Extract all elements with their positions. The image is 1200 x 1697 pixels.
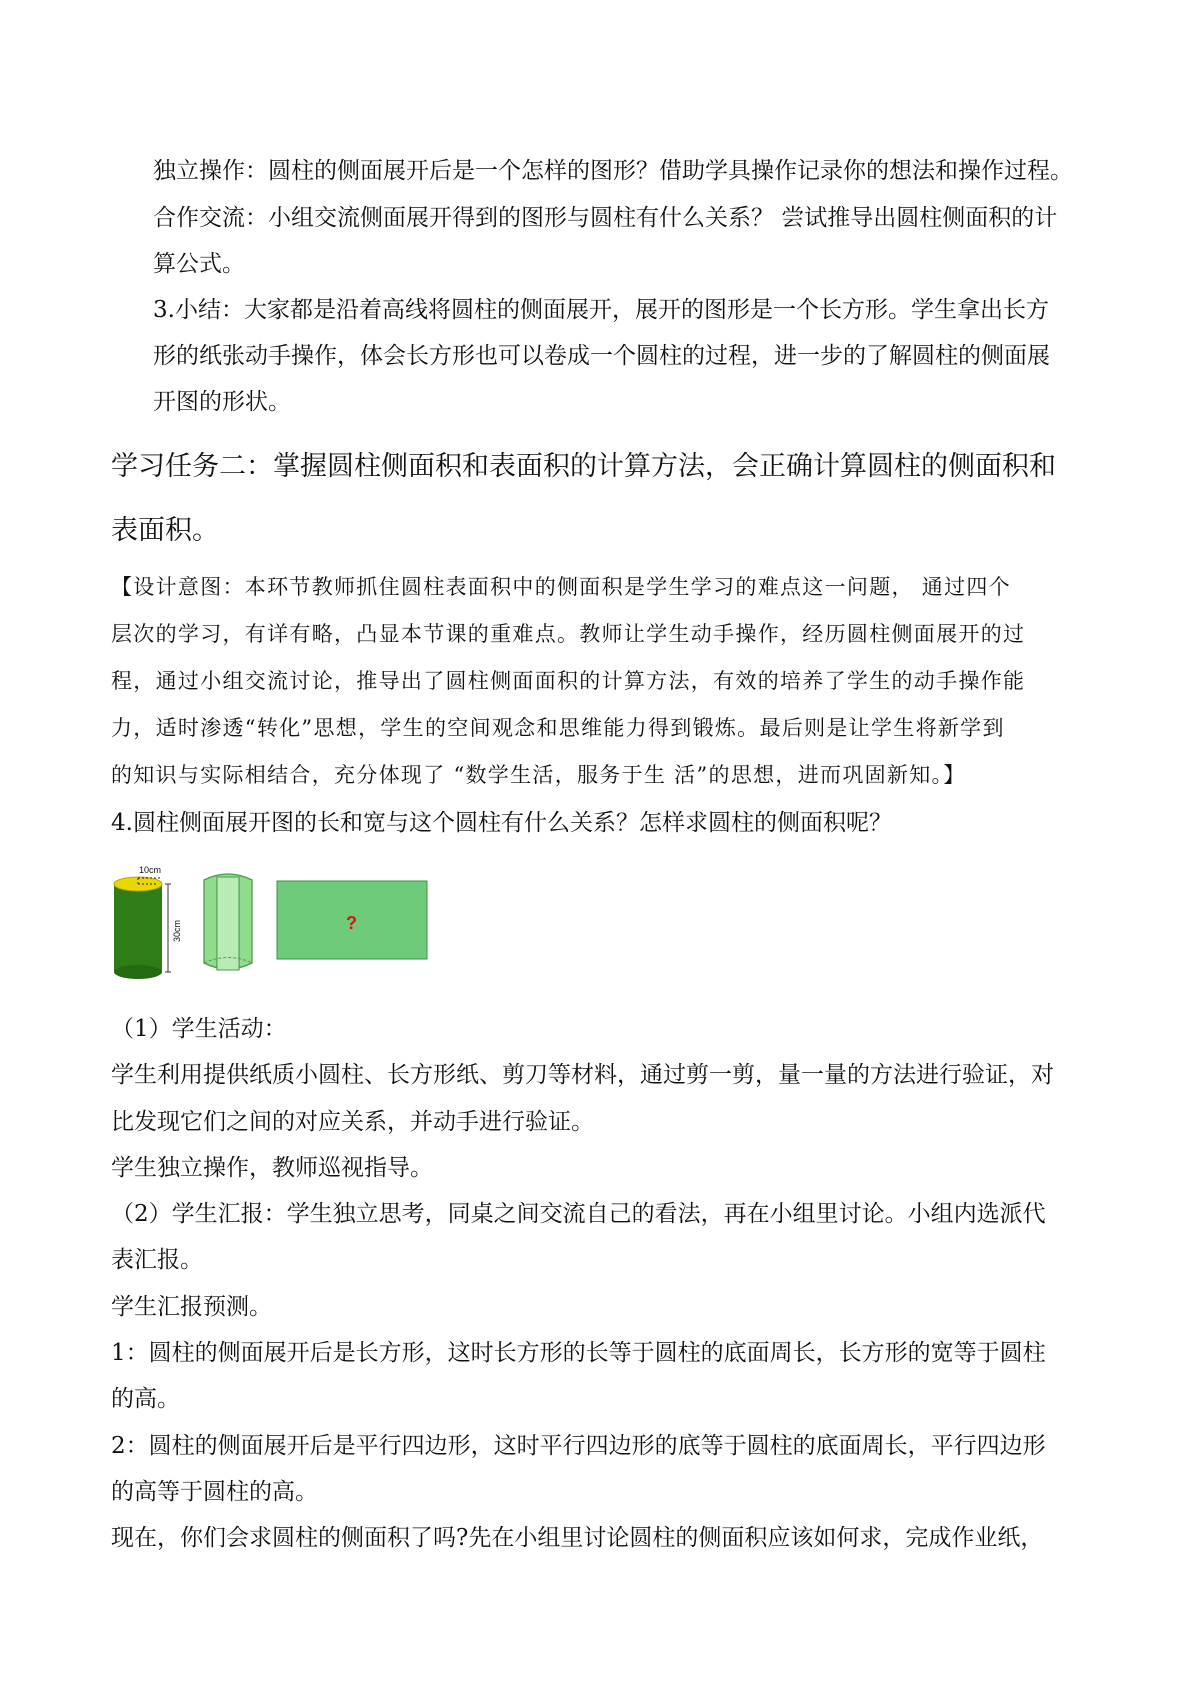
activity-line2: 比发现它们之间的对应关系，并动手进行验证。 xyxy=(111,1109,594,1135)
paragraph-cooperation-line2: 算公式。 xyxy=(153,251,245,277)
closing-line: 现在，你们会求圆柱的侧面积了吗?先在小组里讨论圆柱的侧面积应该如何求，完成作业纸， xyxy=(111,1525,1044,1551)
unfolded-rectangle xyxy=(277,881,427,959)
paragraph-cooperation-line1: 合作交流：小组交流侧面展开得到的图形与圆柱有什么关系？ 尝试推导出圆柱侧面积的计 xyxy=(153,205,1058,231)
task-heading-line2: 表面积。 xyxy=(111,515,219,546)
activity-line1: 学生利用提供纸质小圆柱、长方形纸、剪刀等材料，通过剪一剪，量一量的方法进行验证，对 xyxy=(111,1062,1054,1088)
unknown-dimension-mark: ? xyxy=(346,913,357,933)
radius-label: 10cm xyxy=(139,865,162,875)
prediction-2-line1: 2：圆柱的侧面展开后是平行四边形，这时平行四边形的底等于圆柱的底面周长，平行四边形 xyxy=(111,1433,1046,1459)
task-heading-line1: 学习任务二：掌握圆柱侧面积和表面积的计算方法，会正确计算圆柱的侧面积和 xyxy=(111,451,1056,482)
design-note-line2: 层次的学习，有详有略，凸显本节课的重难点。教师让学生动手操作，经历圆柱侧面展开的过 xyxy=(111,622,1026,646)
paragraph-summary-line1: 3.小结：大家都是沿着高线将圆柱的侧面展开，展开的图形是一个长方形。学生拿出长方 xyxy=(153,297,1049,323)
paragraph-independent-operation: 独立操作：圆柱的侧面展开后是一个怎样的图形？借助学具操作记录你的想法和操作过程。 xyxy=(153,158,1073,184)
prediction-heading: 学生汇报预测。 xyxy=(111,1294,272,1320)
design-note-line5: 的知识与实际相结合，充分体现了 “数学生活，服务于生 活”的思想，进而巩固新知。】 xyxy=(111,763,966,787)
design-note-line1: 【设计意图：本环节教师抓住圆柱表面积中的侧面积是学生学习的难点这一问题， 通过四个 xyxy=(111,575,1011,599)
design-note-line4: 力，适时渗透“转化”思想，学生的空间观念和思维能力得到锻炼。最后则是让学生将新学到 xyxy=(111,716,1005,740)
prediction-2-line2: 的高等于圆柱的高。 xyxy=(111,1479,318,1505)
height-label: 30cm xyxy=(172,919,182,942)
question-4: 4.圆柱侧面展开图的长和宽与这个圆柱有什么关系？怎样求圆柱的侧面积呢？ xyxy=(111,810,892,836)
design-note-line3: 程，通过小组交流讨论，推导出了圆柱侧面面积的计算方法，有效的培养了学生的动手操作能 xyxy=(111,669,1026,693)
prediction-1-line1: 1：圆柱的侧面展开后是长方形，这时长方形的长等于圆柱的底面周长，长方形的宽等于圆柱 xyxy=(111,1340,1046,1366)
report-line2: 表汇报。 xyxy=(111,1247,203,1273)
cylinder-unrolling xyxy=(204,874,252,970)
prediction-1-line2: 的高。 xyxy=(111,1386,180,1412)
paragraph-summary-line2: 形的纸张动手操作，体会长方形也可以卷成一个圆柱的过程，进一步的了解圆柱的侧面展 xyxy=(153,343,1050,369)
cylinder-solid xyxy=(114,865,182,979)
report-line1: （2）学生汇报：学生独立思考，同桌之间交流自己的看法，再在小组里讨论。小组内选派代 xyxy=(111,1201,1046,1227)
activity-line3: 学生独立操作，教师巡视指导。 xyxy=(111,1155,433,1181)
cylinder-unfolding-figure xyxy=(111,860,451,985)
activity-heading: （1）学生活动： xyxy=(111,1016,287,1042)
paragraph-summary-line3: 开图的形状。 xyxy=(153,389,291,415)
